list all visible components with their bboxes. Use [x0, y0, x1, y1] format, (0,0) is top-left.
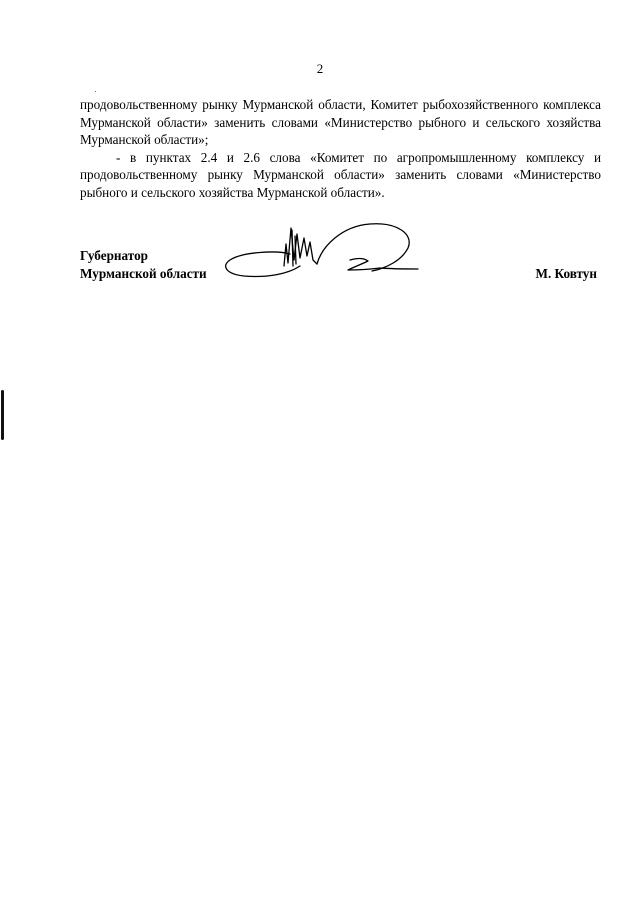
- handwritten-signature: [222, 216, 422, 284]
- paragraph-continuation: [80, 96, 601, 149]
- text-line: продовольственному рынку Мурманской области, Комитет рыбохозяйственного: [80, 97, 539, 112]
- text-line: комплекса Мурманской области» заменить словами «Министерство рыбного и: [80, 97, 602, 130]
- document-body: [80, 96, 601, 201]
- text-line: «Министерство рыбного и сельского хозяйства Мурманской области».: [80, 167, 601, 200]
- signature-stroke: [284, 228, 317, 266]
- signatory-title-line: Губернатор: [80, 248, 148, 263]
- signatory-title: [80, 247, 207, 283]
- signatory-name: М. Ковтун: [535, 266, 597, 281]
- text-line: продовольственному рынку Мурманской области» заменить словами: [80, 167, 503, 182]
- signature-stroke: [348, 259, 380, 270]
- scan-artifact-dot: [95, 91, 96, 92]
- binding-margin-mark: [1, 390, 4, 440]
- page-number: 2: [316, 61, 324, 76]
- paragraph-amendment: [80, 149, 601, 202]
- signature-stroke: [380, 268, 418, 269]
- text-line: - в пунктах 2.4 и 2.6 слова «Комитет по агропромышленному комплексу и: [116, 149, 601, 165]
- text-line: сельского хозяйства Мурманской области»;: [80, 114, 601, 147]
- signatory-title-line: Мурманской области: [80, 266, 207, 281]
